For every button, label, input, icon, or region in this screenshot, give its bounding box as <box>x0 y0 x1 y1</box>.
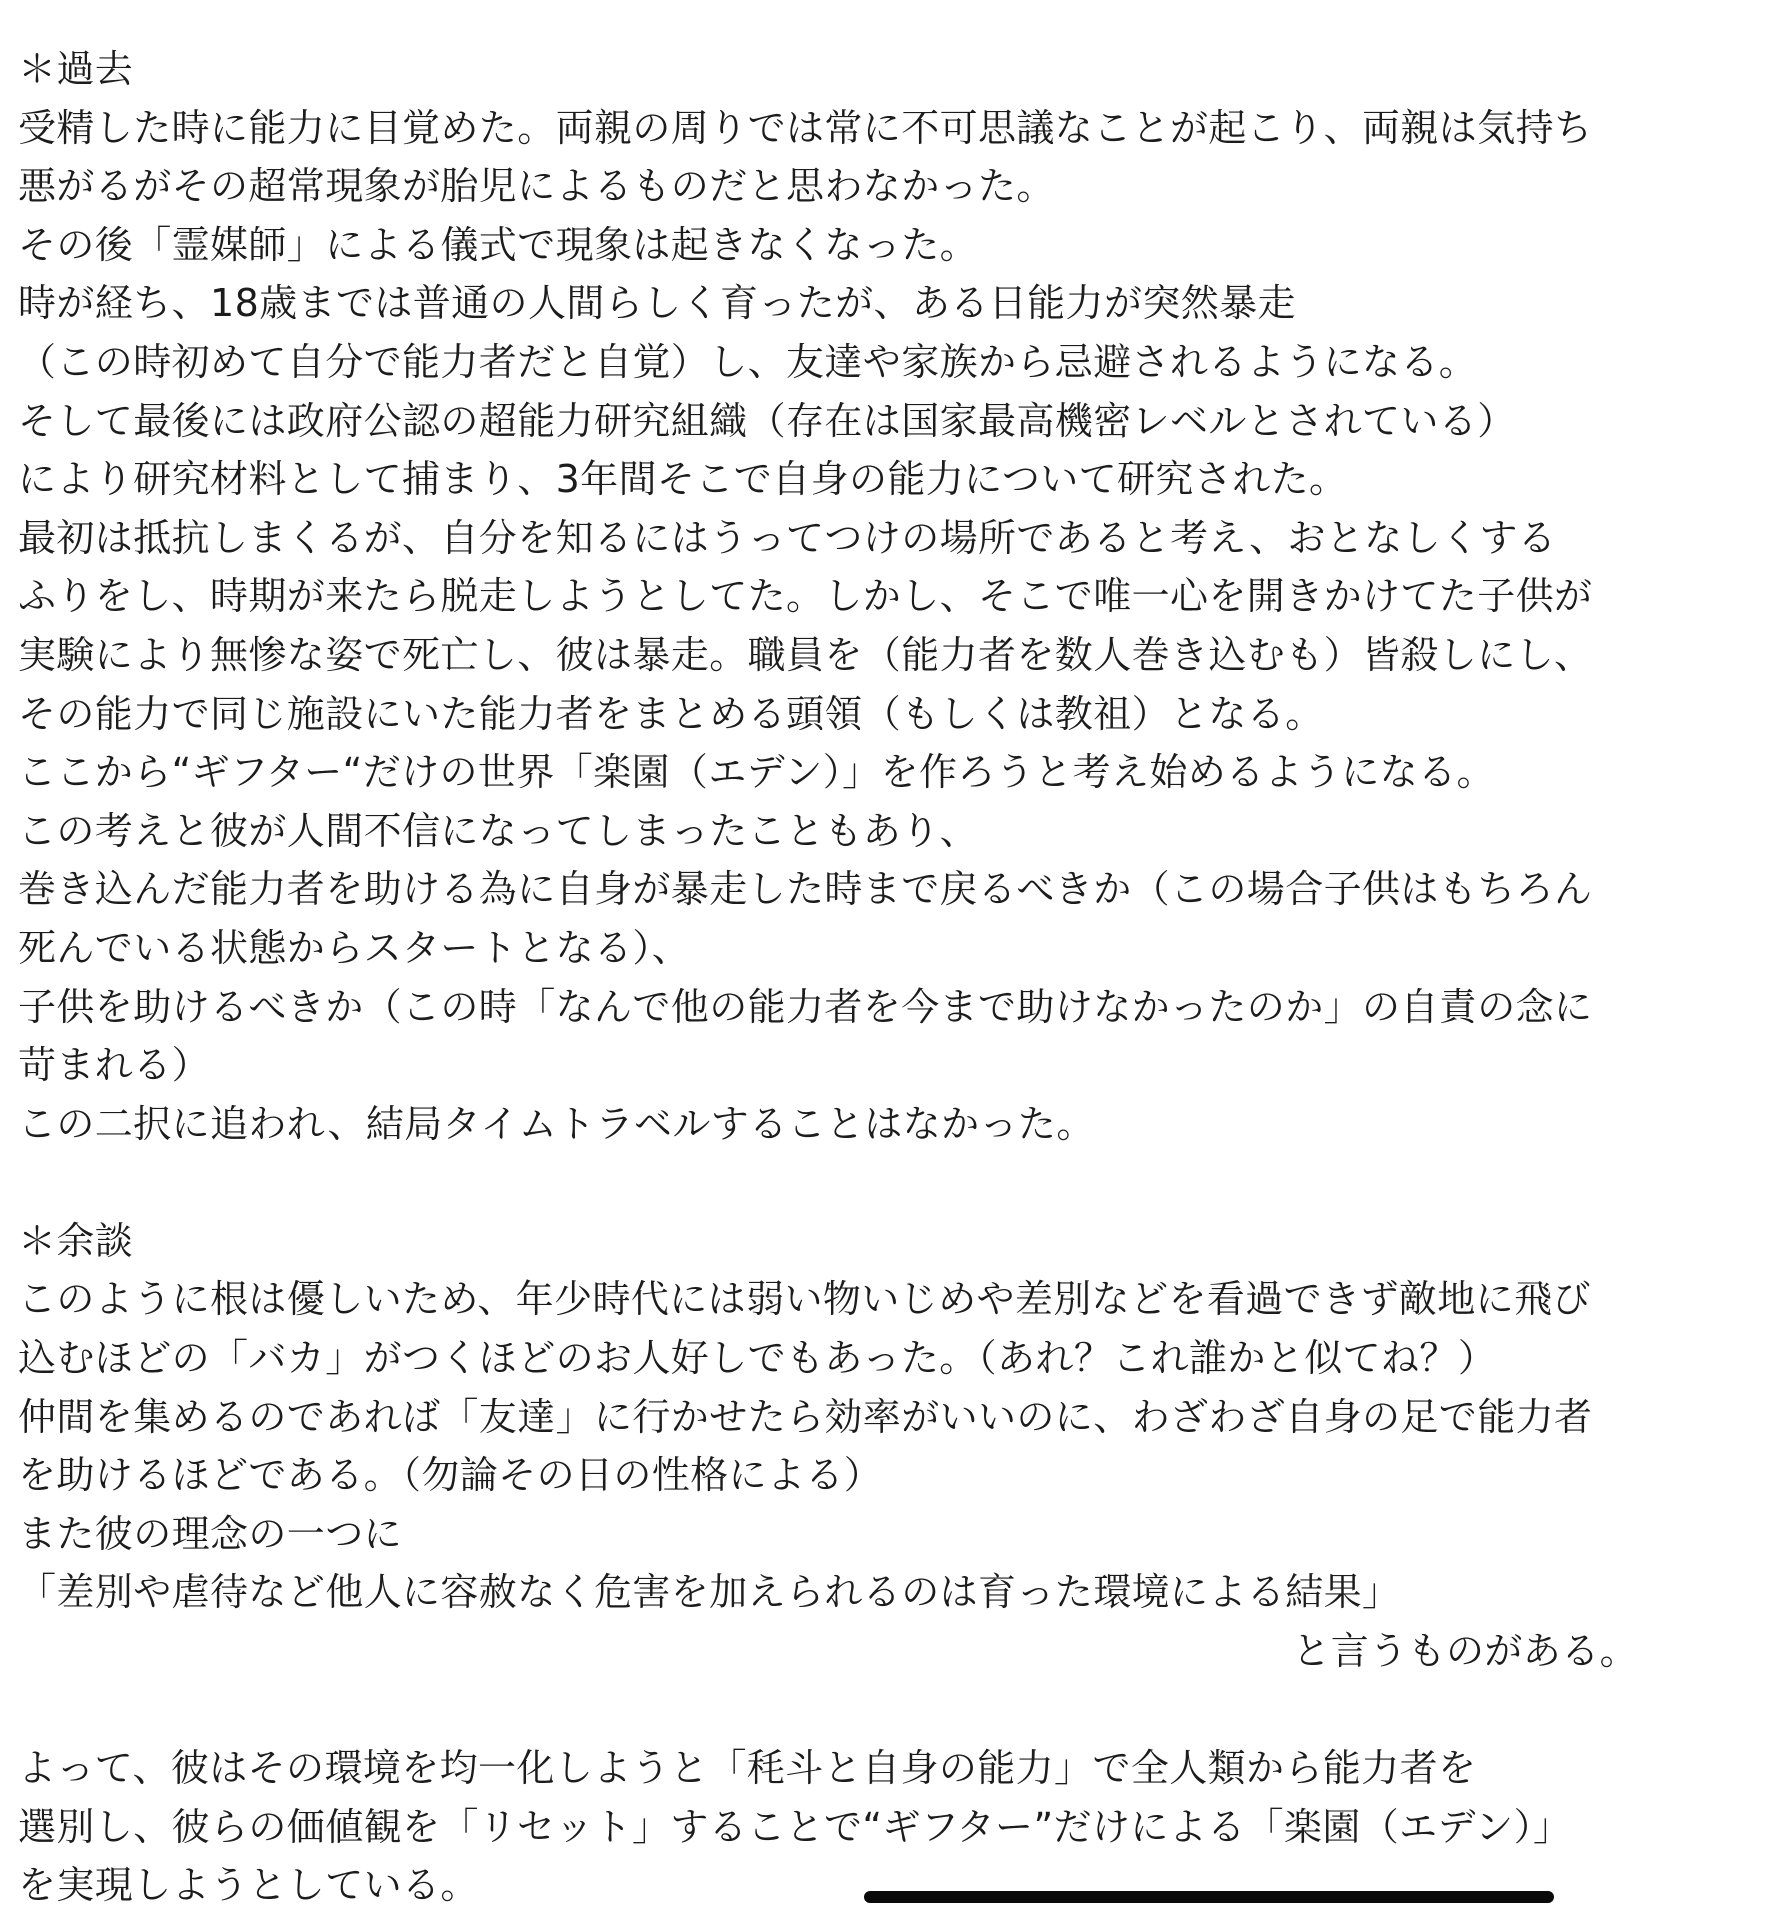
blank-line <box>18 1153 1738 1212</box>
paragraph-line: 子供を助けるべきか（この時「なんで他の能力者を今まで助けなかったのか」の自責の念に <box>18 984 1593 1029</box>
paragraph-line: 死んでいる状態からスタートとなる）、 <box>18 925 691 970</box>
quoted-philosophy-line: 「差別や虐待など他人に容赦なく危害を加えられるのは育った環境による結果」 <box>18 1570 1401 1615</box>
paragraph-line: 選別し、彼らの価値観を「リセット」することで“ギフター”だけによる「楽園（エデン）」 <box>18 1804 1572 1849</box>
paragraph-line: により研究材料として捕まり、3年間そこで自身の能力について研究された。 <box>18 457 1348 502</box>
paragraph-line: この考えと彼が人間不信になってしまったこともあり、 <box>18 808 979 853</box>
paragraph-line: を実現しようとしている。 <box>18 1863 479 1908</box>
paragraph-line: ここから“ギフター“だけの世界「楽園（エデン）」を作ろうと考え始めるようになる。 <box>18 750 1495 795</box>
paragraph-line: その後「霊媒師」による儀式で現象は起きなくなった。 <box>18 222 979 267</box>
paragraph-line: 実験により無惨な姿で死亡し、彼は暴走。職員を（能力者を数人巻き込むも）皆殺しにし、 <box>18 632 1593 677</box>
paragraph-line: 仲間を集めるのであれば「友達」に行かせたら効率がいいのに、わざわざ自身の足で能力者 <box>18 1394 1593 1439</box>
paragraph-line: ふりをし、時期が来たら脱走しようとしてた。しかし、そこで唯一心を開きかけてた子供が <box>18 574 1593 619</box>
right-aligned-line: と言うものがある。 <box>1292 1629 1638 1674</box>
paragraph-line: その能力で同じ施設にいた能力者をまとめる頭領（もしくは教祖）となる。 <box>18 691 1324 736</box>
paragraph-line: このように根は優しいため、年少時代には弱い物いじめや差別などを看過できず敵地に飛び <box>18 1277 1591 1322</box>
home-indicator-bar <box>864 1891 1554 1903</box>
paragraph-line: 最初は抵抗しまくるが、自分を知るにはうってつけの場所であると考え、おとなしくする <box>18 515 1557 560</box>
section-heading-aside: ＊余談 <box>18 1218 134 1263</box>
paragraph-line: 悪がるがその超常現象が胎児によるものだと思わなかった。 <box>18 164 1055 209</box>
paragraph-line: また彼の理念の一つに <box>18 1511 403 1556</box>
paragraph-line: 受精した時に能力に目覚めた。両親の周りでは常に不可思議なことが起こり、両親は気持ち <box>18 105 1593 150</box>
paragraph-line: よって、彼はその環境を均一化しようと「秏斗と自身の能力」で全人類から能力者を <box>18 1746 1477 1791</box>
paragraph-line: 時が経ち、18歳までは普通の人間らしく育ったが、ある日能力が突然暴走 <box>18 281 1296 326</box>
paragraph-line: （この時初めて自分で能力者だと自覚）し、友達や家族から忌避されるようになる。 <box>18 339 1478 384</box>
paragraph-line: を助けるほどである。（勿論その日の性格による） <box>18 1453 883 1498</box>
paragraph-line: この二択に追われ、結局タイムトラベルすることはなかった。 <box>18 1101 1095 1146</box>
section-heading-past: ＊過去 <box>18 47 134 91</box>
paragraph-line: 苛まれる） <box>18 1043 211 1088</box>
blank-line <box>18 1681 1738 1740</box>
paragraph-line: そして最後には政府公認の超能力研究組織（存在は国家最高機密レベルとされている） <box>18 398 1516 443</box>
document-body <box>18 40 1738 1915</box>
paragraph-line: 巻き込んだ能力者を助ける為に自身が暴走した時まで戻るべきか（この場合子供はもちろん <box>18 867 1593 912</box>
paragraph-line: 込むほどの「バカ」がつくほどのお人好しでもあった。（あれ？これ誰かと似てね？） <box>18 1336 1497 1381</box>
